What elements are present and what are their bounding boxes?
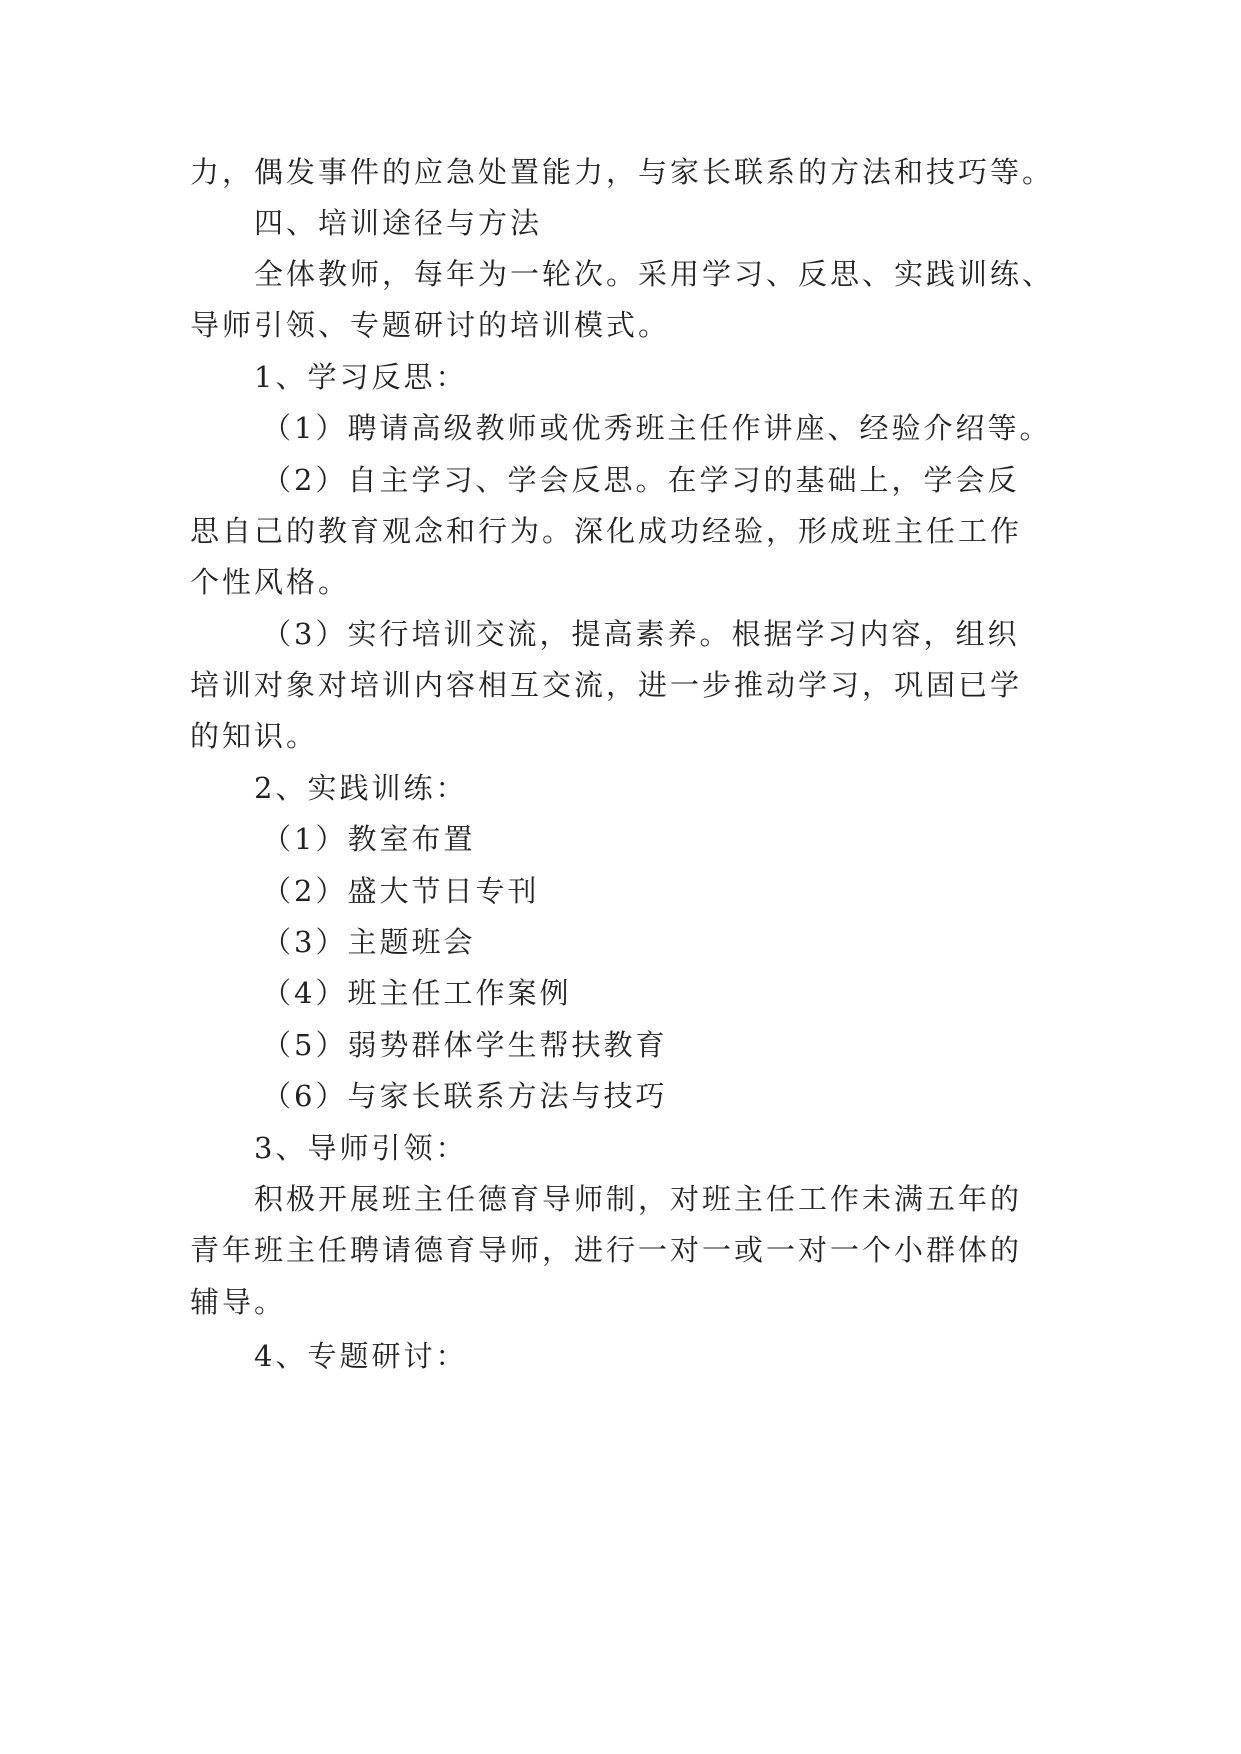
text-line-21: 积极开展班主任德育导师制，对班主任工作未满五年的 xyxy=(254,1182,1023,1216)
list-item-2-2: （2）盛大节日专刊 xyxy=(262,874,540,908)
text-line-3: 全体教师，每年为一轮次。采用学习、反思、实践训练、 xyxy=(254,257,1055,291)
list-item-2-1: （1）教室布置 xyxy=(262,822,476,856)
subheading-topic-seminar: 4、专题研讨： xyxy=(254,1339,468,1373)
list-item-1-2: （2）自主学习、学会反思。在学习的基础上，学会反 xyxy=(262,463,1020,497)
text-line-23: 辅导。 xyxy=(190,1285,287,1319)
text-line-22: 青年班主任聘请德育导师，进行一对一或一对一个小群体的 xyxy=(190,1233,1023,1267)
list-item-2-4: （4）班主任工作案例 xyxy=(262,976,572,1010)
subheading-practice-training: 2、实践训练： xyxy=(254,771,468,805)
text-line-1: 力，偶发事件的应急处置能力，与家长联系的方法和技巧等。 xyxy=(190,155,1055,189)
list-item-1-3: （3）实行培训交流，提高素养。根据学习内容，组织 xyxy=(262,617,1020,651)
list-item-2-6: （6）与家长联系方法与技巧 xyxy=(262,1079,668,1113)
text-line-9: 个性风格。 xyxy=(190,565,351,599)
list-item-2-5: （5）弱势群体学生帮扶教育 xyxy=(262,1028,668,1062)
section-heading-training-methods: 四、培训途径与方法 xyxy=(254,206,543,240)
text-line-12: 的知识。 xyxy=(190,719,319,753)
list-item-2-3: （3）主题班会 xyxy=(262,925,476,959)
list-item-1-1: （1）聘请高级教师或优秀班主任作讲座、经验介绍等。 xyxy=(262,411,1052,445)
text-line-11: 培训对象对培训内容相互交流，进一步推动学习，巩固已学 xyxy=(190,668,1023,702)
subheading-study-reflection: 1、学习反思： xyxy=(254,360,468,394)
subheading-mentor-guidance: 3、导师引领： xyxy=(254,1131,468,1165)
text-line-4: 导师引领、专题研讨的培训模式。 xyxy=(190,308,671,342)
text-line-8: 思自己的教育观念和行为。深化成功经验，形成班主任工作 xyxy=(190,514,1023,548)
